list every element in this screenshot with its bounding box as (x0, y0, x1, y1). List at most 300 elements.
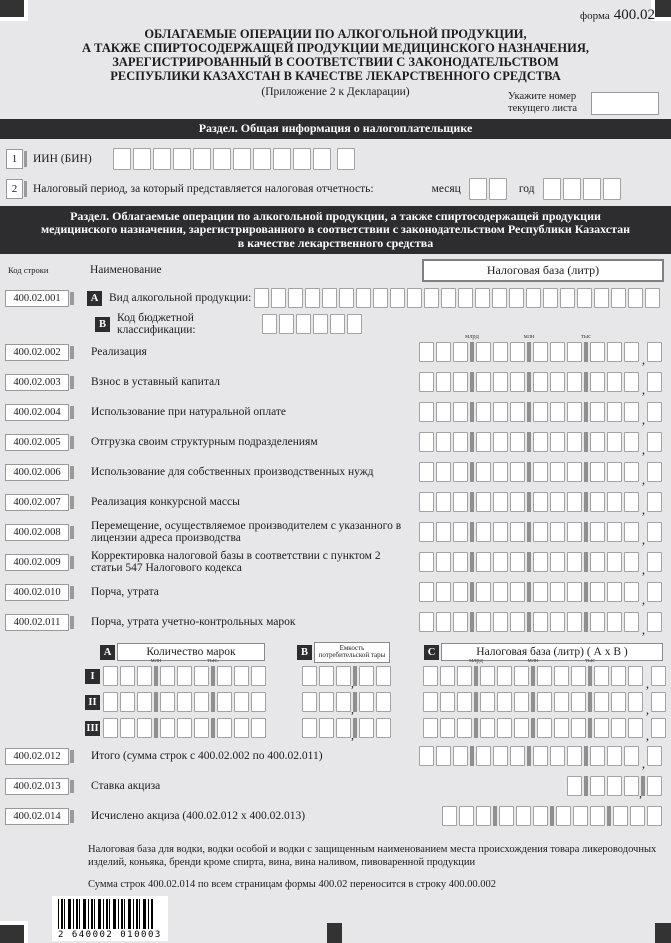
digit-cell[interactable] (476, 492, 491, 512)
digit-cell[interactable] (510, 462, 525, 482)
digit-cell[interactable] (533, 522, 548, 542)
digit-cell[interactable] (493, 432, 508, 452)
digit-cell[interactable] (510, 582, 525, 602)
digit-cell[interactable] (567, 432, 582, 452)
digit-cell[interactable] (177, 718, 192, 738)
digit-cell[interactable] (441, 288, 456, 308)
digit-cell[interactable] (469, 178, 487, 200)
digit-cell[interactable] (359, 692, 374, 712)
digit-cell[interactable] (533, 462, 548, 482)
digit-cell[interactable] (133, 148, 151, 170)
digit-cell[interactable] (550, 746, 565, 766)
digit-cell[interactable] (493, 492, 508, 512)
digit-cell[interactable] (436, 342, 451, 362)
digit-cell[interactable] (628, 718, 643, 738)
digit-cell[interactable] (419, 522, 434, 542)
digit-cell[interactable] (607, 372, 622, 392)
digit-cell[interactable] (279, 314, 294, 334)
digit-cell[interactable] (233, 148, 251, 170)
digit-cell[interactable] (554, 666, 569, 686)
digit-cell[interactable] (590, 492, 605, 512)
digit-cell[interactable] (590, 342, 605, 362)
digit-cell[interactable] (436, 372, 451, 392)
digit-cell[interactable] (458, 288, 473, 308)
digit-cell[interactable] (217, 692, 232, 712)
digit-cell[interactable] (419, 492, 434, 512)
digit-cell[interactable] (453, 402, 468, 422)
digit-cell[interactable] (217, 666, 232, 686)
digit-cell[interactable] (647, 582, 662, 602)
digit-cell[interactable] (177, 692, 192, 712)
digit-cell[interactable] (567, 522, 582, 542)
digit-cell[interactable] (526, 288, 541, 308)
digit-cell[interactable] (628, 692, 643, 712)
digit-cell[interactable] (336, 666, 351, 686)
digit-cell[interactable] (645, 288, 660, 308)
digit-cell[interactable] (442, 806, 457, 826)
digit-cell[interactable] (390, 288, 405, 308)
digit-cell[interactable] (624, 402, 639, 422)
digit-cell[interactable] (567, 746, 582, 766)
digit-cell[interactable] (611, 718, 626, 738)
digit-cell[interactable] (120, 666, 135, 686)
digit-cell[interactable] (213, 148, 231, 170)
digit-cell[interactable] (302, 692, 317, 712)
digit-cell[interactable] (607, 582, 622, 602)
digit-cell[interactable] (560, 288, 575, 308)
digit-cell[interactable] (492, 288, 507, 308)
digit-cell[interactable] (436, 402, 451, 422)
digit-cell[interactable] (510, 492, 525, 512)
digit-cell[interactable] (193, 148, 211, 170)
digit-cell[interactable] (103, 666, 118, 686)
digit-cell[interactable] (607, 492, 622, 512)
digit-cell[interactable] (647, 552, 662, 572)
digit-cell[interactable] (613, 806, 628, 826)
digit-cell[interactable] (543, 178, 561, 200)
digit-cell[interactable] (647, 776, 662, 796)
digit-cell[interactable] (550, 552, 565, 572)
digit-cell[interactable] (234, 666, 249, 686)
digit-cell[interactable] (419, 552, 434, 572)
digit-cell[interactable] (571, 718, 586, 738)
digit-cell[interactable] (493, 582, 508, 602)
digit-cell[interactable] (510, 342, 525, 362)
digit-cell[interactable] (493, 552, 508, 572)
digit-cell[interactable] (514, 718, 529, 738)
digit-cell[interactable] (253, 148, 271, 170)
digit-cell[interactable] (554, 718, 569, 738)
digit-cell[interactable] (647, 492, 662, 512)
digit-cell[interactable] (302, 718, 317, 738)
digit-cell[interactable] (624, 582, 639, 602)
digit-cell[interactable] (293, 148, 311, 170)
digit-cell[interactable] (436, 492, 451, 512)
digit-cell[interactable] (436, 746, 451, 766)
digit-cell[interactable] (347, 314, 362, 334)
digit-cell[interactable] (251, 718, 266, 738)
digit-cell[interactable] (271, 288, 286, 308)
digit-cell[interactable] (567, 612, 582, 632)
digit-cell[interactable] (647, 342, 662, 362)
digit-cell[interactable] (497, 666, 512, 686)
digit-cell[interactable] (533, 746, 548, 766)
digit-cell[interactable] (590, 432, 605, 452)
digit-cell[interactable] (543, 288, 558, 308)
digit-cell[interactable] (624, 552, 639, 572)
digit-cell[interactable] (419, 402, 434, 422)
digit-cell[interactable] (550, 432, 565, 452)
digit-cell[interactable] (571, 666, 586, 686)
digit-cell[interactable] (453, 462, 468, 482)
digit-cell[interactable] (319, 718, 334, 738)
digit-cell[interactable] (533, 372, 548, 392)
digit-cell[interactable] (516, 806, 531, 826)
digit-cell[interactable] (556, 806, 571, 826)
digit-cell[interactable] (273, 148, 291, 170)
digit-cell[interactable] (407, 288, 422, 308)
digit-cell[interactable] (624, 746, 639, 766)
digit-cell[interactable] (313, 314, 328, 334)
digit-cell[interactable] (497, 692, 512, 712)
digit-cell[interactable] (624, 492, 639, 512)
digit-cell[interactable] (457, 692, 472, 712)
digit-cell[interactable] (567, 342, 582, 362)
digit-cell[interactable] (651, 718, 666, 738)
digit-cell[interactable] (453, 492, 468, 512)
digit-cell[interactable] (194, 666, 209, 686)
digit-cell[interactable] (453, 746, 468, 766)
digit-cell[interactable] (453, 342, 468, 362)
digit-cell[interactable] (319, 666, 334, 686)
digit-cell[interactable] (628, 666, 643, 686)
digit-cell[interactable] (337, 148, 355, 170)
digit-cell[interactable] (607, 552, 622, 572)
digit-cell[interactable] (376, 718, 391, 738)
digit-cell[interactable] (567, 462, 582, 482)
digit-cell[interactable] (590, 552, 605, 572)
digit-cell[interactable] (611, 692, 626, 712)
digit-cell[interactable] (567, 402, 582, 422)
digit-cell[interactable] (647, 462, 662, 482)
digit-cell[interactable] (254, 288, 269, 308)
digit-cell[interactable] (594, 718, 609, 738)
digit-cell[interactable] (550, 582, 565, 602)
digit-cell[interactable] (476, 522, 491, 542)
digit-cell[interactable] (550, 372, 565, 392)
digit-cell[interactable] (603, 178, 621, 200)
digit-cell[interactable] (510, 432, 525, 452)
digit-cell[interactable] (313, 148, 331, 170)
digit-cell[interactable] (493, 462, 508, 482)
digit-cell[interactable] (651, 692, 666, 712)
digit-cell[interactable] (533, 552, 548, 572)
digit-cell[interactable] (436, 462, 451, 482)
digit-cell[interactable] (436, 552, 451, 572)
digit-cell[interactable] (113, 148, 131, 170)
digit-cell[interactable] (476, 342, 491, 362)
digit-cell[interactable] (537, 666, 552, 686)
digit-cell[interactable] (590, 402, 605, 422)
digit-cell[interactable] (583, 178, 601, 200)
digit-cell[interactable] (336, 718, 351, 738)
digit-cell[interactable] (476, 746, 491, 766)
digit-cell[interactable] (493, 522, 508, 542)
digit-cell[interactable] (234, 718, 249, 738)
digit-cell[interactable] (194, 718, 209, 738)
digit-cell[interactable] (322, 288, 337, 308)
digit-cell[interactable] (262, 314, 277, 334)
digit-cell[interactable] (419, 612, 434, 632)
digit-cell[interactable] (137, 718, 152, 738)
digit-cell[interactable] (647, 432, 662, 452)
digit-cell[interactable] (510, 552, 525, 572)
digit-cell[interactable] (647, 612, 662, 632)
digit-cell[interactable] (457, 666, 472, 686)
digit-cell[interactable] (510, 522, 525, 542)
digit-cell[interactable] (457, 718, 472, 738)
group-separator (580, 333, 592, 362)
digit-cell[interactable] (624, 612, 639, 632)
digit-cell[interactable] (453, 612, 468, 632)
digit-cell[interactable] (493, 746, 508, 766)
digit-cell[interactable] (419, 342, 434, 362)
digit-cell[interactable] (590, 746, 605, 766)
row-number-badge: 1 (6, 149, 23, 169)
digit-cell[interactable] (594, 288, 609, 308)
digit-cell[interactable] (573, 806, 588, 826)
digit-cell[interactable] (120, 692, 135, 712)
digit-cell[interactable] (120, 718, 135, 738)
digit-cell[interactable] (533, 582, 548, 602)
digit-cell[interactable] (624, 462, 639, 482)
digit-cell[interactable] (103, 718, 118, 738)
digit-cell[interactable] (476, 372, 491, 392)
digit-cell[interactable] (624, 432, 639, 452)
digit-cell[interactable] (537, 692, 552, 712)
digit-cell[interactable] (440, 666, 455, 686)
digit-cell[interactable] (453, 432, 468, 452)
digit-cell[interactable] (476, 432, 491, 452)
digit-cell[interactable] (356, 288, 371, 308)
digit-cell[interactable] (647, 522, 662, 542)
digit-cell[interactable] (567, 492, 582, 512)
digit-cell[interactable] (628, 288, 643, 308)
digit-cell[interactable] (590, 582, 605, 602)
digit-cell[interactable] (480, 718, 495, 738)
chip-c: C (424, 645, 439, 660)
digit-cell[interactable] (376, 666, 391, 686)
digit-cell[interactable] (288, 288, 303, 308)
digit-cell[interactable] (419, 746, 434, 766)
digit-cell[interactable] (611, 666, 626, 686)
digit-cell[interactable] (514, 666, 529, 686)
digit-cell[interactable] (476, 402, 491, 422)
digit-cell[interactable] (476, 582, 491, 602)
digit-cell[interactable] (436, 432, 451, 452)
digit-cell[interactable] (493, 372, 508, 392)
digit-cell[interactable] (493, 612, 508, 632)
digit-cell[interactable] (419, 582, 434, 602)
digit-cell[interactable] (476, 552, 491, 572)
digit-cell[interactable] (153, 148, 171, 170)
digit-cell[interactable] (419, 372, 434, 392)
digit-cell[interactable] (359, 666, 374, 686)
digit-cell[interactable] (550, 342, 565, 362)
digit-cell[interactable] (453, 552, 468, 572)
digit-cell[interactable] (424, 288, 439, 308)
digit-cell[interactable] (510, 402, 525, 422)
digit-cell[interactable] (590, 806, 605, 826)
scale-label: тыс (580, 333, 592, 340)
current-sheet-number-input[interactable] (591, 92, 659, 115)
digit-cell[interactable] (607, 522, 622, 542)
digit-cell[interactable] (510, 372, 525, 392)
digit-cell[interactable] (137, 666, 152, 686)
digit-cell[interactable] (624, 372, 639, 392)
digit-cell[interactable] (296, 314, 311, 334)
digit-cell[interactable] (647, 402, 662, 422)
digit-cell[interactable] (624, 342, 639, 362)
digit-cell[interactable] (217, 718, 232, 738)
digit-cell[interactable] (137, 692, 152, 712)
digit-cell[interactable] (476, 806, 491, 826)
digit-cell[interactable] (423, 718, 438, 738)
digit-cell[interactable] (590, 372, 605, 392)
digit-cell[interactable] (550, 492, 565, 512)
digit-cell[interactable] (590, 462, 605, 482)
digit-cell[interactable] (563, 178, 581, 200)
row-label: Порча, утрата (91, 585, 159, 598)
digit-cell[interactable] (339, 288, 354, 308)
digit-cell[interactable] (509, 288, 524, 308)
digit-cell[interactable] (533, 402, 548, 422)
digit-cell[interactable] (173, 148, 191, 170)
digit-cell[interactable] (567, 552, 582, 572)
digit-cell[interactable] (651, 666, 666, 686)
digit-cell[interactable] (194, 692, 209, 712)
digit-cell[interactable] (302, 666, 317, 686)
digit-cell[interactable] (330, 314, 345, 334)
digit-cell[interactable] (647, 746, 662, 766)
row-label: Взнос в уставный капитал (91, 375, 220, 388)
digit-cell[interactable] (453, 522, 468, 542)
digit-cell[interactable] (475, 288, 490, 308)
digit-cell[interactable] (533, 612, 548, 632)
digit-cell[interactable] (493, 342, 508, 362)
digit-cell[interactable] (533, 806, 548, 826)
digit-cell[interactable] (453, 582, 468, 602)
digit-cell[interactable] (436, 522, 451, 542)
section2-header-line: в качестве лекарственного средства (237, 235, 434, 250)
digit-cell[interactable] (376, 692, 391, 712)
digit-cell[interactable] (533, 492, 548, 512)
digit-cell[interactable] (499, 806, 514, 826)
digit-cell[interactable] (571, 692, 586, 712)
digit-cell[interactable] (533, 432, 548, 452)
digit-cell[interactable] (160, 718, 175, 738)
digit-cell[interactable] (251, 692, 266, 712)
digit-cell[interactable] (453, 372, 468, 392)
digit-cell[interactable] (607, 746, 622, 766)
digit-cell[interactable] (607, 342, 622, 362)
digit-cell[interactable] (510, 612, 525, 632)
digit-cell[interactable] (590, 776, 605, 796)
digit-cell[interactable] (419, 432, 434, 452)
digit-cell[interactable] (510, 746, 525, 766)
table-row-400-02-011 (0, 607, 671, 637)
digit-cell[interactable] (476, 462, 491, 482)
digit-cell[interactable] (647, 372, 662, 392)
digit-cell[interactable] (607, 402, 622, 422)
digit-cell[interactable] (607, 776, 622, 796)
digit-cell[interactable] (493, 402, 508, 422)
digit-cell[interactable] (630, 806, 645, 826)
digit-cell[interactable] (234, 692, 249, 712)
digit-cell[interactable] (160, 692, 175, 712)
digit-cell[interactable] (359, 718, 374, 738)
digit-cell[interactable] (336, 692, 351, 712)
group-separator (584, 612, 588, 632)
digit-cell[interactable] (177, 666, 192, 686)
digit-cell[interactable] (459, 806, 474, 826)
digit-cell[interactable] (567, 582, 582, 602)
digit-cell[interactable] (251, 666, 266, 686)
digit-cell[interactable] (497, 718, 512, 738)
digit-cell[interactable] (550, 612, 565, 632)
digit-cell[interactable] (554, 692, 569, 712)
digit-cell[interactable] (567, 776, 582, 796)
digit-cell[interactable] (419, 462, 434, 482)
digit-cell[interactable] (514, 692, 529, 712)
digit-cell[interactable] (550, 522, 565, 542)
digit-cell[interactable] (440, 718, 455, 738)
digit-cell[interactable] (594, 666, 609, 686)
digit-cell[interactable] (160, 666, 175, 686)
digit-cell[interactable] (480, 666, 495, 686)
digit-cell[interactable] (624, 776, 639, 796)
digit-cell[interactable] (103, 692, 118, 712)
digit-cell[interactable] (319, 692, 334, 712)
digit-cell[interactable] (305, 288, 320, 308)
digit-cell[interactable] (480, 692, 495, 712)
digit-cell[interactable] (567, 372, 582, 392)
digit-cell[interactable] (550, 402, 565, 422)
digit-cell[interactable] (624, 522, 639, 542)
digit-cell[interactable] (594, 692, 609, 712)
digit-cell[interactable] (436, 582, 451, 602)
digit-cell[interactable] (590, 612, 605, 632)
digit-cell[interactable] (489, 178, 507, 200)
digit-cell[interactable] (476, 612, 491, 632)
digit-cell[interactable] (607, 612, 622, 632)
digit-cell[interactable] (577, 288, 592, 308)
digit-cell[interactable] (423, 692, 438, 712)
digit-cell[interactable] (607, 432, 622, 452)
digit-cell[interactable] (537, 718, 552, 738)
digit-cell[interactable] (611, 288, 626, 308)
digit-cell[interactable] (590, 522, 605, 542)
page-note-line: Укажите номер (507, 91, 577, 102)
digit-cell[interactable] (533, 342, 548, 362)
digit-cell[interactable] (647, 806, 662, 826)
digit-cell[interactable] (550, 462, 565, 482)
digit-cell[interactable] (440, 692, 455, 712)
digit-cell[interactable] (423, 666, 438, 686)
digit-cell[interactable] (607, 462, 622, 482)
digit-cell[interactable] (373, 288, 388, 308)
digit-cell[interactable] (436, 612, 451, 632)
